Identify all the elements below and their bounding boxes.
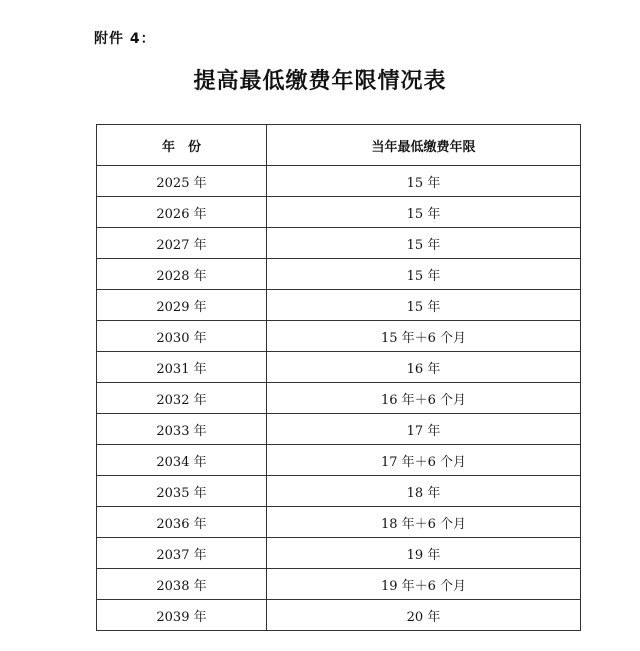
table-row [97, 352, 581, 383]
table-row [97, 414, 581, 445]
year-cell: 2036 年 [97, 507, 267, 538]
document-title: 提高最低缴费年限情况表 [193, 68, 447, 94]
year-cell: 2037 年 [97, 538, 267, 569]
table-row [97, 600, 581, 631]
contribution-years-table [96, 124, 581, 631]
limit-cell: 15 年 [267, 228, 581, 259]
limit-cell: 15 年＋6 个月 [267, 321, 581, 352]
table-row [97, 197, 581, 228]
table-row [97, 290, 581, 321]
year-cell: 2034 年 [97, 445, 267, 476]
limit-cell: 19 年＋6 个月 [267, 569, 581, 600]
table-row [97, 569, 581, 600]
limit-cell: 17 年＋6 个月 [267, 445, 581, 476]
year-cell: 2039 年 [97, 600, 267, 631]
table-row [97, 507, 581, 538]
limit-cell: 20 年 [267, 600, 581, 631]
table-row [97, 383, 581, 414]
limit-cell: 18 年 [267, 476, 581, 507]
limit-cell: 15 年 [267, 166, 581, 197]
limit-cell: 16 年＋6 个月 [267, 383, 581, 414]
limit-cell: 15 年 [267, 197, 581, 228]
table-row [97, 321, 581, 352]
year-cell: 2032 年 [97, 383, 267, 414]
year-cell: 2035 年 [97, 476, 267, 507]
table-header-row [97, 125, 581, 166]
year-cell: 2033 年 [97, 414, 267, 445]
limit-cell: 15 年 [267, 259, 581, 290]
table-row [97, 476, 581, 507]
limit-cell: 16 年 [267, 352, 581, 383]
attachment-label: 附件 4： [94, 31, 156, 47]
table-row [97, 166, 581, 197]
year-cell: 2030 年 [97, 321, 267, 352]
year-cell: 2029 年 [97, 290, 267, 321]
table-row [97, 228, 581, 259]
year-cell: 2025 年 [97, 166, 267, 197]
year-cell: 2028 年 [97, 259, 267, 290]
header-min-years: 当年最低缴费年限 [267, 125, 581, 166]
limit-cell: 19 年 [267, 538, 581, 569]
limit-cell: 18 年＋6 个月 [267, 507, 581, 538]
header-year: 年 份 [97, 125, 267, 166]
table-row [97, 259, 581, 290]
table-row [97, 445, 581, 476]
year-cell: 2031 年 [97, 352, 267, 383]
limit-cell: 17 年 [267, 414, 581, 445]
limit-cell: 15 年 [267, 290, 581, 321]
year-cell: 2026 年 [97, 197, 267, 228]
year-cell: 2038 年 [97, 569, 267, 600]
year-cell: 2027 年 [97, 228, 267, 259]
table-row [97, 538, 581, 569]
